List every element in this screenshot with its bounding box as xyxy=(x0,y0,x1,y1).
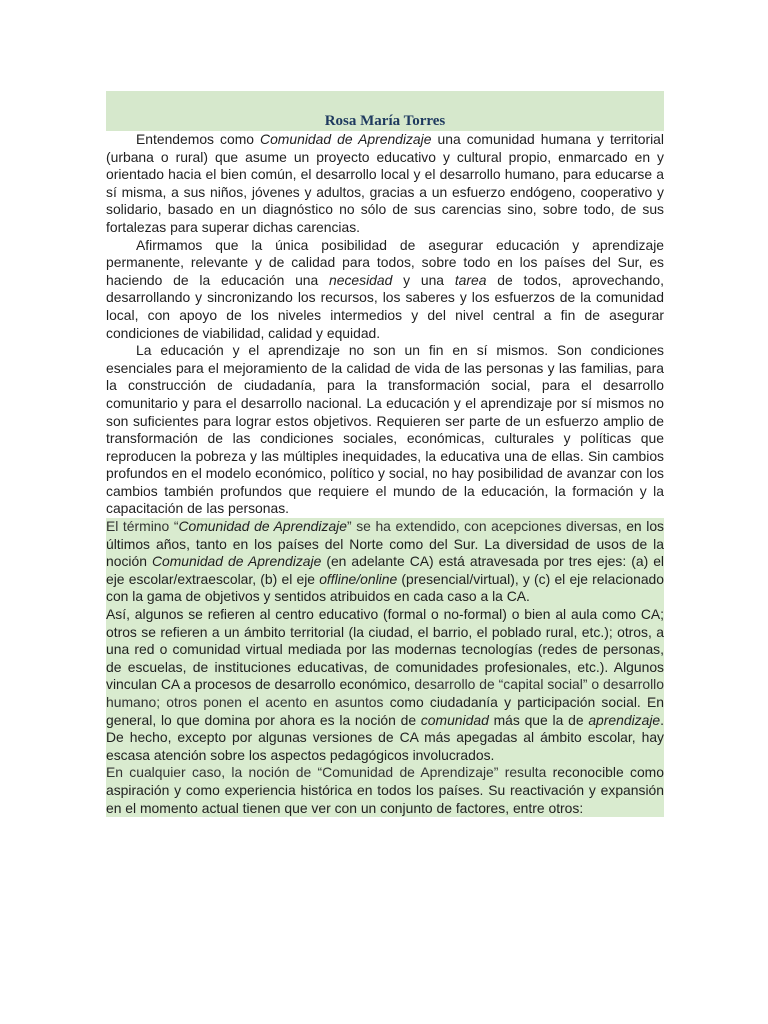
paragraph-6 xyxy=(106,764,664,817)
text-run: La educación y el aprendizaje no son un fin en sí mismos. Son condiciones esenciales para el mejoramiento de la calidad de vida de las personas y las familias, para la construcción de ciudadanía, para la transformación social, para el desarrollo comunitario y para el desarrollo nacional. La educación y el aprendizaje por sí mismos no son suficientes para lograr estos objetivos. Requieren ser parte de un esfuerzo amplio de transformación de las condiciones sociales, económicas, culturales y políticas que reproducen la pobreza y las múltiples inequidades, la educativa una de ellas. Sin cambios profundos en el modelo económico, político y social, no hay posibilidad de avanzar con los cambios también profundos que requiere el mundo de la educación, la formación y la capacitación de las personas. xyxy=(106,342,664,517)
text-run: y una xyxy=(392,271,455,288)
text-run: como ciudadanía y participación social. En general, lo que domina por ahora es la noción de xyxy=(106,694,665,728)
text-run: . De hecho, excepto por algunas versiones de CA más apegadas al ámbito escolar, hay escasa atención sobre los aspectos pedagógicos involucrados. xyxy=(106,711,664,763)
text-run: Así, algunos se refieren al centro educativo (formal o no-formal) o bien al aula como CA; otros se refieren a un ámbito territorial (la ciudad, el barrio, el poblado rural, etc.); otros, a una red o comunidad virtual mediada por las modernas tecnologías (redes de personas, de escuelas, de instituciones educativas, de comunidades profesionales, etc.). Algunos vinculan CA a procesos de desarrollo económico, xyxy=(106,606,664,693)
text-run: más que la de xyxy=(488,711,589,728)
text-run: El término “ xyxy=(106,518,179,535)
text-run: desarrollo de “capital social” o desarrollo humano; otros ponen el acento en asuntos xyxy=(106,676,664,710)
text-run: (en adelante CA) está atravesada por tres ejes: (a) el eje escolar/extraescolar, (b) el eje xyxy=(106,553,665,587)
paragraph-5 xyxy=(106,606,664,764)
italic-text-run: comunidad xyxy=(420,711,489,728)
text-run: de todos, aprovechando, desarrollando y sincronizando los recursos, los saberes y los esfuerzos de la comunidad local, con apoyo de los niveles intermedios y del nivel central a fin de asegurar condiciones de viabilidad, calidad y equidad. xyxy=(106,271,664,341)
italic-text-run: Comunidad de Aprendizaje xyxy=(178,518,347,535)
text-run: (presencial/virtual), y (c) el eje relacionado con la gama de objetivos y sentidos atribuidos en cada caso a la CA. xyxy=(106,570,664,605)
italic-text-run: offline/online xyxy=(319,570,398,587)
italic-text-run: aprendizaje xyxy=(588,711,661,728)
italic-text-run: tarea xyxy=(454,271,487,288)
italic-text-run: Comunidad de Aprendizaje xyxy=(260,131,432,147)
highlighted-section xyxy=(106,518,664,817)
text-run: ” se ha extendido, con acepciones diversas, xyxy=(346,518,622,535)
text-run: en los últimos años, tanto en los países del Norte como del Sur. La diversidad de usos de la noción xyxy=(106,518,664,570)
paragraph-4 xyxy=(106,518,664,606)
text-run: reconocible como aspiración y como experiencia histórica en todos los países. Su reactivación y expansión en el momento actual tienen que ver con un conjunto de factores, entre otros: xyxy=(106,764,664,816)
paragraph-2 xyxy=(106,237,664,343)
text-run: En cualquier caso, la noción de “Comunidad de Aprendizaje” resulta xyxy=(106,764,547,781)
text-run: una comunidad humana y territorial (urbana o rural) que asume un proyecto educativo y cultural propio, enmarcado en y orientado hacia el bien común, el desarrollo local y el desarrollo humano, para educarse a sí misma, a sus niños, jóvenes y adultos, gracias a un esfuerzo endógeno, cooperativo y solidario, basado en un diagnóstico no sólo de sus carencias sino, sobre todo, de sus fortalezas para superar dichas carencias. xyxy=(106,131,664,235)
document-title: Rosa María Torres xyxy=(324,113,446,129)
paragraph-1 xyxy=(106,131,664,237)
document-body xyxy=(106,131,664,817)
paragraph-3 xyxy=(106,342,664,518)
text-run: Entendemos como xyxy=(136,131,261,147)
italic-text-run: Comunidad de Aprendizaje xyxy=(151,553,322,570)
italic-text-run: necesidad xyxy=(329,271,393,288)
text-run: Afirmamos que la única posibilidad de asegurar educación y aprendizaje permanente, relevante y de calidad para todos, sobre todo en los países del Sur, es haciendo de la educación una xyxy=(106,236,664,288)
